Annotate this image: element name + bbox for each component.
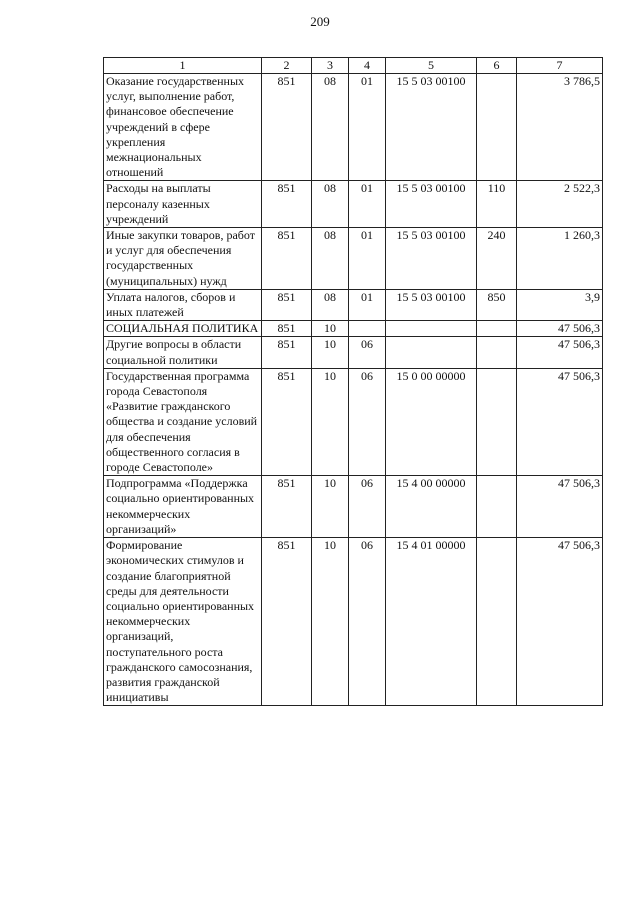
target-article-code: 15 5 03 00100 — [386, 228, 477, 290]
table-row — [104, 289, 603, 320]
ministry-code: 851 — [262, 181, 312, 228]
header-cell: 2 — [262, 58, 312, 74]
header-cell: 4 — [349, 58, 386, 74]
ministry-code: 851 — [262, 74, 312, 181]
header-cell: 5 — [386, 58, 477, 74]
section-code: 10 — [312, 476, 349, 538]
ministry-code: 851 — [262, 321, 312, 337]
ministry-code: 851 — [262, 228, 312, 290]
target-article-code: 15 4 00 00000 — [386, 476, 477, 538]
amount: 47 506,3 — [517, 337, 603, 368]
table-row — [104, 228, 603, 290]
subsection-code: 06 — [349, 476, 386, 538]
subsection-code — [349, 321, 386, 337]
table-row — [104, 476, 603, 538]
target-article-code: 15 0 00 00000 — [386, 368, 477, 475]
ministry-code: 851 — [262, 476, 312, 538]
subsection-code: 06 — [349, 337, 386, 368]
amount: 3 786,5 — [517, 74, 603, 181]
subsection-code: 01 — [349, 74, 386, 181]
item-name: Формирование экономических стимулов и создание благоприятной среды для деятельности социально ориентированных некоммерческих организаций, поступательного роста гражданского самосознания, развития гражданской инициативы — [104, 538, 262, 706]
expense-type-code — [477, 74, 517, 181]
table-row — [104, 337, 603, 368]
amount: 47 506,3 — [517, 476, 603, 538]
amount: 47 506,3 — [517, 321, 603, 337]
amount: 2 522,3 — [517, 181, 603, 228]
item-name: Другие вопросы в области социальной политики — [104, 337, 262, 368]
section-code: 10 — [312, 321, 349, 337]
section-code: 08 — [312, 74, 349, 181]
amount: 47 506,3 — [517, 368, 603, 475]
target-article-code: 15 5 03 00100 — [386, 181, 477, 228]
section-code: 08 — [312, 181, 349, 228]
item-name: Уплата налогов, сборов и иных платежей — [104, 289, 262, 320]
expense-type-code: 240 — [477, 228, 517, 290]
header-cell: 7 — [517, 58, 603, 74]
item-name: Подпрограмма «Поддержка социально ориентированных некоммерческих организаций» — [104, 476, 262, 538]
subsection-code: 06 — [349, 538, 386, 706]
target-article-code — [386, 321, 477, 337]
expense-type-code — [477, 368, 517, 475]
expense-type-code: 850 — [477, 289, 517, 320]
section-code: 10 — [312, 368, 349, 475]
item-name: Иные закупки товаров, работ и услуг для обеспечения государственных (муниципальных) нужд — [104, 228, 262, 290]
table-row — [104, 538, 603, 706]
target-article-code — [386, 337, 477, 368]
expense-type-code — [477, 337, 517, 368]
item-name: Расходы на выплаты персоналу казенных учреждений — [104, 181, 262, 228]
budget-table — [103, 57, 603, 706]
subsection-code: 01 — [349, 181, 386, 228]
amount: 1 260,3 — [517, 228, 603, 290]
section-code: 08 — [312, 228, 349, 290]
amount: 3,9 — [517, 289, 603, 320]
ministry-code: 851 — [262, 538, 312, 706]
item-name: СОЦИАЛЬНАЯ ПОЛИТИКА — [104, 321, 262, 337]
amount: 47 506,3 — [517, 538, 603, 706]
subsection-code: 01 — [349, 228, 386, 290]
table-row — [104, 368, 603, 475]
item-name: Оказание государственных услуг, выполнение работ, финансовое обеспечение учреждений в сфере укрепления межнациональных отношений — [104, 74, 262, 181]
table-row — [104, 74, 603, 181]
header-cell: 3 — [312, 58, 349, 74]
table-row — [104, 181, 603, 228]
section-code: 10 — [312, 337, 349, 368]
target-article-code: 15 5 03 00100 — [386, 74, 477, 181]
expense-type-code: 110 — [477, 181, 517, 228]
ministry-code: 851 — [262, 337, 312, 368]
subsection-code: 01 — [349, 289, 386, 320]
target-article-code: 15 5 03 00100 — [386, 289, 477, 320]
item-name: Государственная программа города Севастополя «Развитие гражданского общества и создание условий для обеспечения общественного согласия в городе Севастополе» — [104, 368, 262, 475]
expense-type-code — [477, 538, 517, 706]
target-article-code: 15 4 01 00000 — [386, 538, 477, 706]
subsection-code: 06 — [349, 368, 386, 475]
page-number: 209 — [310, 14, 330, 29]
ministry-code: 851 — [262, 368, 312, 475]
ministry-code: 851 — [262, 289, 312, 320]
section-code: 08 — [312, 289, 349, 320]
header-row — [104, 58, 603, 74]
header-cell: 1 — [104, 58, 262, 74]
expense-type-code — [477, 321, 517, 337]
header-cell: 6 — [477, 58, 517, 74]
section-code: 10 — [312, 538, 349, 706]
table-row — [104, 321, 603, 337]
expense-type-code — [477, 476, 517, 538]
